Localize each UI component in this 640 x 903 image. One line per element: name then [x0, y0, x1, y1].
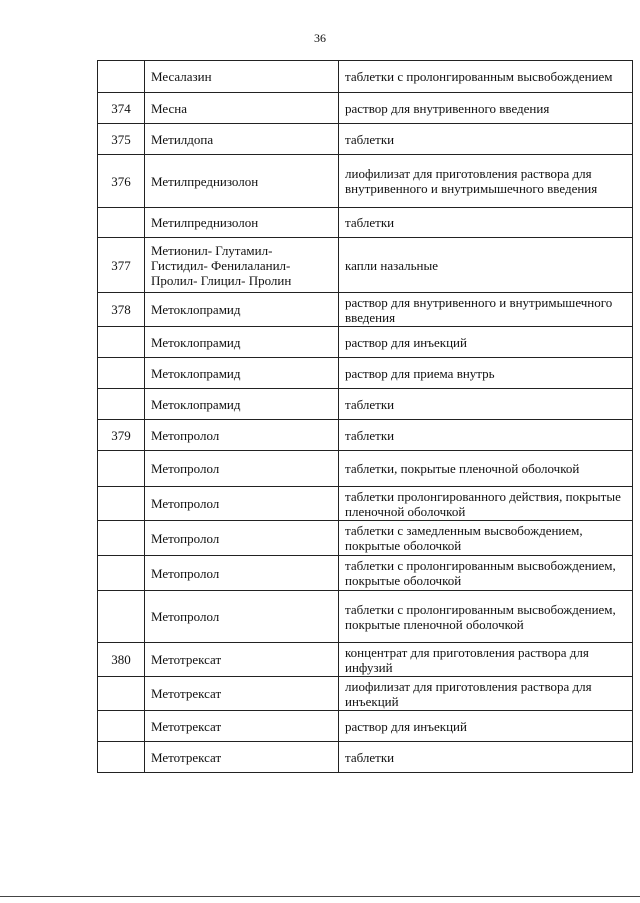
drug-name: Месалазин — [145, 61, 339, 93]
dosage-form: таблетки — [339, 124, 633, 155]
table-row — [98, 742, 633, 773]
table-row — [98, 61, 633, 93]
dosage-form: лиофилизат для приготовления раствора для внутривенного и внутримышечного введения — [339, 155, 633, 208]
row-number — [98, 742, 145, 773]
dosage-form: лиофилизат для приготовления раствора для инъекций — [339, 677, 633, 711]
drug-name: Метоклопрамид — [145, 327, 339, 358]
dosage-form: таблетки с пролонгированным высвобождением — [339, 61, 633, 93]
page-bottom-divider — [0, 896, 640, 897]
dosage-form: таблетки с пролонгированным высвобождением, покрытые пленочной оболочкой — [339, 591, 633, 643]
dosage-form: раствор для приема внутрь — [339, 358, 633, 389]
row-number: 378 — [98, 293, 145, 327]
table-row — [98, 711, 633, 742]
dosage-form: таблетки — [339, 420, 633, 451]
row-number — [98, 451, 145, 487]
drug-name: Метопролол — [145, 420, 339, 451]
row-number — [98, 358, 145, 389]
table-row — [98, 521, 633, 556]
dosage-form: таблетки — [339, 389, 633, 420]
row-number: 376 — [98, 155, 145, 208]
dosage-form: раствор для внутривенного введения — [339, 93, 633, 124]
dosage-form: раствор для инъекций — [339, 711, 633, 742]
row-number — [98, 327, 145, 358]
row-number — [98, 556, 145, 591]
drug-name: Метопролол — [145, 556, 339, 591]
table-row — [98, 327, 633, 358]
drug-name: Метотрексат — [145, 742, 339, 773]
row-number: 379 — [98, 420, 145, 451]
table-row — [98, 643, 633, 677]
table-row — [98, 487, 633, 521]
table-row — [98, 677, 633, 711]
row-number — [98, 591, 145, 643]
drug-name: Метопролол — [145, 451, 339, 487]
dosage-form: таблетки пролонгированного действия, покрытые пленочной оболочкой — [339, 487, 633, 521]
table-row — [98, 420, 633, 451]
table-row — [98, 93, 633, 124]
drug-name: Метотрексат — [145, 643, 339, 677]
row-number — [98, 677, 145, 711]
drug-name: Метопролол — [145, 521, 339, 556]
drug-name: Метилдопа — [145, 124, 339, 155]
page-number: 36 — [314, 31, 326, 45]
dosage-form: концентрат для приготовления раствора для инфузий — [339, 643, 633, 677]
row-number: 374 — [98, 93, 145, 124]
row-number — [98, 521, 145, 556]
drug-table — [97, 60, 633, 773]
dosage-form: таблетки с замедленным высвобождением, покрытые оболочкой — [339, 521, 633, 556]
drug-name: Метоклопрамид — [145, 293, 339, 327]
drug-name: Метопролол — [145, 591, 339, 643]
row-number — [98, 61, 145, 93]
table-row — [98, 124, 633, 155]
row-number — [98, 389, 145, 420]
row-number — [98, 487, 145, 521]
drug-name: Месна — [145, 93, 339, 124]
drug-name: Метотрексат — [145, 677, 339, 711]
drug-name: Метионил- Глутамил- Гистидил- Фенилаланил- Пролил- Глицил- Пролин — [145, 238, 339, 293]
row-number — [98, 711, 145, 742]
drug-name: Метопролол — [145, 487, 339, 521]
table-row — [98, 389, 633, 420]
table-row — [98, 155, 633, 208]
row-number — [98, 208, 145, 238]
drug-name: Метилпреднизолон — [145, 155, 339, 208]
dosage-form: таблетки — [339, 742, 633, 773]
dosage-form: таблетки, покрытые пленочной оболочкой — [339, 451, 633, 487]
table-row — [98, 208, 633, 238]
dosage-form: таблетки — [339, 208, 633, 238]
dosage-form: раствор для внутривенного и внутримышечного введения — [339, 293, 633, 327]
drug-name: Метилпреднизолон — [145, 208, 339, 238]
dosage-form: таблетки с пролонгированным высвобождением, покрытые оболочкой — [339, 556, 633, 591]
dosage-form: капли назальные — [339, 238, 633, 293]
table-row — [98, 358, 633, 389]
row-number: 380 — [98, 643, 145, 677]
dosage-form: раствор для инъекций — [339, 327, 633, 358]
drug-name: Метоклопрамид — [145, 389, 339, 420]
drug-name: Метотрексат — [145, 711, 339, 742]
table-row — [98, 238, 633, 293]
table-row — [98, 591, 633, 643]
table-row — [98, 293, 633, 327]
drug-name: Метоклопрамид — [145, 358, 339, 389]
row-number: 375 — [98, 124, 145, 155]
table-row — [98, 556, 633, 591]
row-number: 377 — [98, 238, 145, 293]
table-row — [98, 451, 633, 487]
